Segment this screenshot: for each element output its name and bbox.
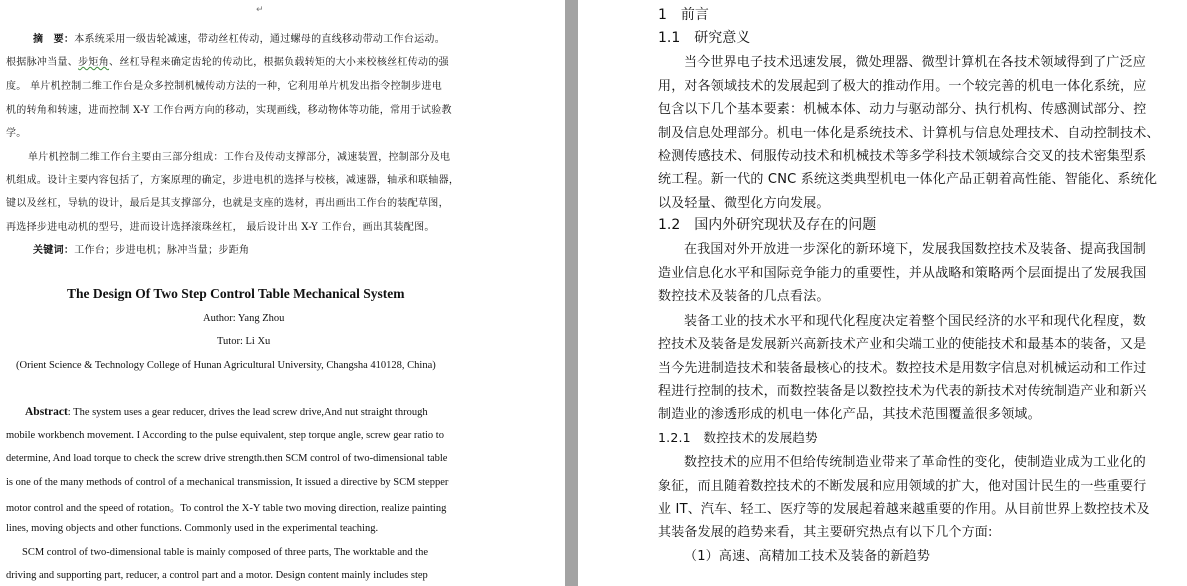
left-document-page bbox=[0, 0, 565, 586]
p4-line-2: 象征，而且随着数控技术的不断发展和应用领域的扩大，他对国计民生的一些重要行 bbox=[658, 479, 1147, 494]
p1-line-4: 制及信息处理部分。机电一体化是系统技术、计算机与信息处理技术、自动控制技术、 bbox=[658, 126, 1160, 141]
en-para2-line-2: driving and supporting part, reducer, a control part and a motor. Design content mainly includes step bbox=[6, 570, 428, 581]
abstract-cn-label: 摘 要： bbox=[33, 34, 75, 45]
right-document-page bbox=[578, 0, 1187, 586]
p5-line-1: （1）高速、高精加工技术及装备的新趋势 bbox=[684, 549, 931, 564]
abstract-en-line-5: motor control and the speed of rotation。To control the X-Y table two moving direction, realize painting bbox=[6, 503, 447, 514]
abstract-cn-line-1: 摘 要：本系统采用一级齿轮减速，带动丝杠传动，通过螺母的直线移动带动工作台运动。 bbox=[33, 34, 446, 45]
heading-1: 1 前言 bbox=[658, 7, 709, 23]
page-gutter bbox=[565, 0, 578, 586]
p1-line-7: 以及轻量、微型化方向发展。 bbox=[658, 196, 830, 211]
keywords-line bbox=[33, 241, 249, 256]
abstract-cn-line-4: 机的转角和转速，进而控制 X-Y 工作台两方向的移动，实现画线，移动物体等功能，常用于试验教 bbox=[6, 105, 452, 116]
para2-line-2: 机组成。设计主要内容包括了，方案原理的确定，步进电机的选择与校核，减速器，轴承和联轴器， bbox=[6, 175, 460, 186]
p1-line-6: 统工程。新一代的 CNC 系统这类典型机电一体化产品正朝着高性能、智能化、系统化 bbox=[658, 172, 1158, 187]
para2-line-4: 再选择步进电动机的型号，进而设计选择滚珠丝杠， 最后设计出 X-Y 工作台，画出其装配图。 bbox=[6, 222, 435, 233]
p1-line-3: 包含以下几个基本要素：机械本体、动力与驱动部分、执行机构、传感测试部分、控 bbox=[658, 102, 1147, 117]
p4-line-1: 数控技术的应用不但给传统制造业带来了革命性的变化，使制造业成为工业化的 bbox=[684, 455, 1147, 470]
abstract-cn-line-5: 学。 bbox=[6, 128, 27, 139]
heading-1-2: 1.2 国内外研究现状及存在的问题 bbox=[658, 217, 877, 233]
tutor: Tutor: Li Xu bbox=[217, 336, 271, 347]
p3-line-4: 程进行控制的技术，而数控装备是以数控技术为代表的新技术对传统制造产业和新兴 bbox=[658, 384, 1147, 399]
p3-line-1: 装备工业的技术水平和现代化程度决定着整个国民经济的水平和现代化程度，数 bbox=[684, 314, 1147, 329]
p4-line-3: 业 IT、汽车、轻工、医疗等的发展起着越来越重要的作用。从目前世界上数控技术及 bbox=[658, 502, 1150, 517]
para2-line-3: 键以及丝杠，导轨的设计，最后是其支撑部分，也就是支座的选材，再出画出工作台的装配草图， bbox=[6, 198, 449, 209]
abstract-cn-line-3: 度。 单片机控制二维工作台是众多控制机械传动方法的一种，它利用单片机发出指令控制步进电 bbox=[6, 81, 443, 92]
p1-line-5: 检测传感技术、伺服传动技术和机械技术等多学科技术领域综合交叉的技术密集型系 bbox=[658, 149, 1147, 164]
abstract-cn-line-2: 根据脉冲当量、步矩角、丝杠导程来确定齿轮的传动比，根据负载转矩的大小来校核丝杠传动的强 bbox=[6, 57, 449, 68]
p3-line-2: 控技术及装备是发展新兴高新技术产业和尖端工业的使能技术和最基本的装备，又是 bbox=[658, 337, 1147, 352]
p2-line-2: 造业信息化水平和国际竞争能力的重要性，并从战略和策略两个层面提出了发展我国 bbox=[658, 266, 1147, 281]
p3-line-5: 制造业的渗透形成的机电一体化产品，其技术范围覆盖很多领域。 bbox=[658, 407, 1041, 422]
p1-line-1: 当今世界电子技术迅速发展，微处理器、微型计算机在各技术领域得到了广泛应 bbox=[684, 55, 1147, 70]
para2-line-1: 单片机控制二维工作台主要由三部分组成：工作台及传动支撑部分，减速装置，控制部分及电 bbox=[28, 152, 451, 163]
en-para2-line-1: SCM control of two-dimensional table is mainly composed of three parts, The worktable and the bbox=[22, 547, 429, 558]
affiliation: (Orient Science & Technology College of Hunan Agricultural University, Changsha 410128, China) bbox=[16, 360, 436, 371]
keywords: 工作台；步进电机；脉冲当量；步距角 bbox=[74, 245, 250, 256]
p3-line-3: 当今先进制造技术和装备最核心的技术。数控技术是用数字信息对机械运动和工作过 bbox=[658, 361, 1147, 376]
p1-line-2: 用，对各领域技术的发展起到了极大的推动作用。一个较完善的机电一体化系统，应 bbox=[658, 79, 1147, 94]
abstract-en-line-4: is one of the many methods of control of a mechanical transmission, It issued a directive by SCM stepper bbox=[6, 477, 449, 488]
author: Author: Yang Zhou bbox=[203, 313, 285, 324]
p2-line-1: 在我国对外开放进一步深化的新环境下，发展我国数控技术及装备、提高我国制 bbox=[684, 242, 1147, 257]
abstract-en-line-1: Abstract: The system uses a gear reducer, drives the lead screw drive,And nut straight through bbox=[25, 406, 428, 418]
abstract-en-line-2: mobile workbench movement. I According to the pulse equivalent, step torque angle, screw gear ratio to bbox=[6, 430, 444, 441]
keywords-label: 关键词： bbox=[33, 245, 75, 256]
abstract-en-line-3: determine, And load torque to check the screw drive strength.then SCM control of two-dimensional table bbox=[6, 453, 448, 464]
abstract-en-label: Abstract bbox=[25, 406, 68, 418]
heading-1-2-1: 1.2.1 数控技术的发展趋势 bbox=[658, 430, 818, 445]
abstract-en-line-6: lines, moving objects and other functions. Commonly used in the experimental teaching. bbox=[6, 523, 379, 534]
heading-1-1: 1.1 研究意义 bbox=[658, 30, 751, 46]
spellcheck-word: 步矩角 bbox=[78, 57, 110, 68]
english-title: The Design Of Two Step Control Table Mechanical System bbox=[67, 286, 405, 301]
p4-line-4: 其装备发展的趋势来看，其主要研究热点有以下几个方面: bbox=[658, 525, 993, 540]
paragraph-mark: ↵ bbox=[256, 5, 264, 15]
p2-line-3: 数控技术及装备的几点看法。 bbox=[658, 289, 830, 304]
